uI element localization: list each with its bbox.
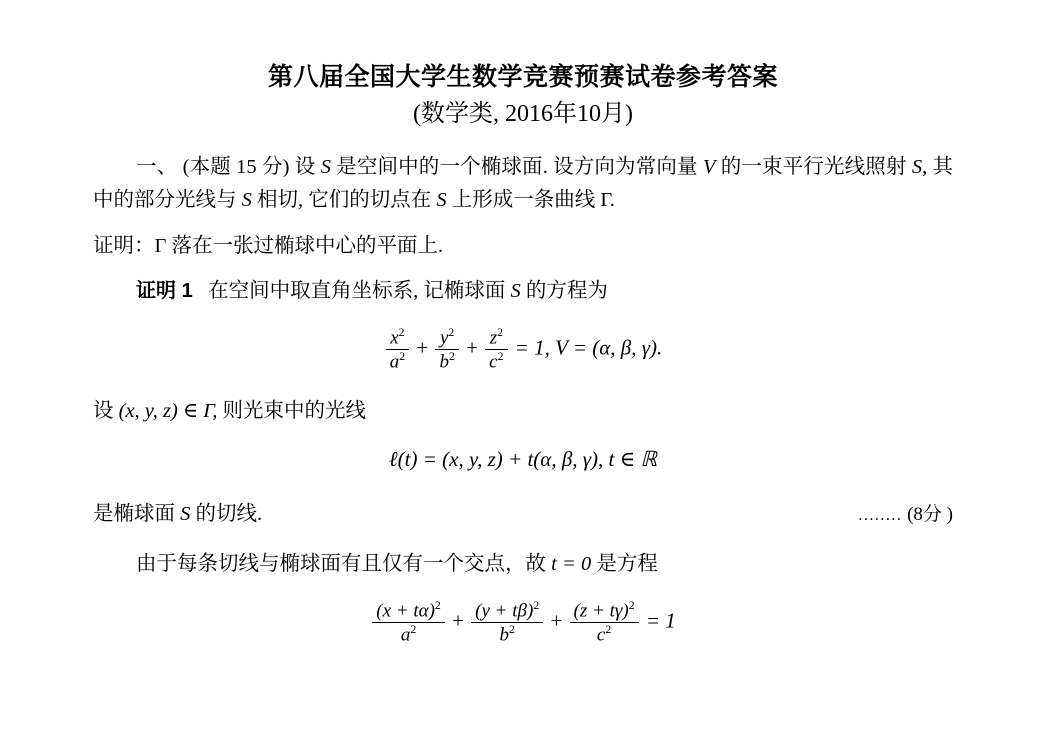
subtitle-comma: , <box>493 101 505 128</box>
document-subtitle <box>93 99 953 129</box>
symbol-gamma-1: Γ <box>600 189 610 212</box>
eq3-num-1: (x + tα) <box>376 600 435 622</box>
score-annotation <box>858 499 953 526</box>
symbol-S-6: S <box>180 502 191 525</box>
set-text-1: 设 <box>93 400 114 423</box>
fraction-y2-b2 <box>435 326 458 373</box>
prove-text: 落在一张过椭球中心的平面上. <box>171 234 444 257</box>
eq3-den-3-exp: 2 <box>605 622 612 636</box>
t-equals-zero: t = 0 <box>551 552 592 575</box>
set-tuple: (x, y, z) ∈ Γ, <box>118 400 218 423</box>
tangent-line-row <box>93 496 953 526</box>
symbol-S-4: S <box>436 189 447 212</box>
problem-1-text-2: 的一束平行光线照射 <box>720 156 907 179</box>
eq3-num-3: (z + tγ) <box>573 600 629 622</box>
document-content <box>93 0 953 646</box>
proof-1-text-2: 的方程为 <box>525 279 608 302</box>
fraction-xta2-a2 <box>372 599 445 646</box>
prove-label: 证明： <box>93 234 155 257</box>
eq3-den-3: c <box>596 624 606 646</box>
eq1-num-y: y <box>439 327 449 349</box>
fraction-ztc2-c2 <box>570 599 639 646</box>
eq3-den-2-exp: 2 <box>508 622 515 636</box>
score-value: (8分 ) <box>907 503 953 525</box>
problem-1-text-1: 是空间中的一个椭球面. 设方向为常向量 <box>336 156 698 179</box>
eq3-den-1: a <box>400 624 411 646</box>
score-dots: ........ <box>858 506 903 524</box>
equation-ray <box>93 447 953 472</box>
symbol-S-5: S <box>510 279 521 302</box>
proof-1-line <box>93 275 953 308</box>
eq1-num-z-exp: 2 <box>497 326 503 340</box>
fraction-x2-a2 <box>386 326 409 373</box>
equation-substituted <box>93 599 953 646</box>
tangent-line-text <box>93 496 262 526</box>
eq3-plus-1: + <box>452 608 464 633</box>
eq1-rhs: = 1, V = (α, β, γ). <box>514 335 663 360</box>
eq1-num-z: z <box>489 327 498 349</box>
prove-statement-line <box>93 230 953 263</box>
because-text-1: 由于每条切线与椭球面有且仅有一个交点，故 <box>136 552 547 575</box>
eq3-num-1-exp: 2 <box>434 598 441 612</box>
problem-1-text-4: 相切, 它们的切点在 <box>257 189 432 212</box>
subtitle-prefix: (数学类 <box>413 101 493 128</box>
eq3-den-2: b <box>499 624 509 646</box>
eq3-num-3-exp: 2 <box>628 598 635 612</box>
eq1-den-a: a <box>389 351 400 373</box>
because-line <box>93 548 953 581</box>
page-title: 第八届全国大学生数学竞赛预赛试卷参考答案 <box>267 63 778 91</box>
proof-1-label: 证明 1 <box>136 279 193 302</box>
eq1-num-x: x <box>390 327 399 349</box>
fraction-ytb2-b2 <box>471 599 543 646</box>
eq3-plus-2: + <box>550 608 563 633</box>
eq3-num-2-exp: 2 <box>533 598 540 612</box>
tangent-text-1: 是椭球面 <box>93 502 175 525</box>
equation-ray-text: ℓ(t) = (x, y, z) + t(α, β, γ), t ∈ ℝ <box>388 446 658 471</box>
equation-ellipsoid <box>93 326 953 373</box>
eq3-num-2: (y + tβ) <box>475 600 534 622</box>
set-gamma-line <box>93 395 953 428</box>
symbol-S-1: S <box>320 156 331 179</box>
symbol-gamma-2: Γ <box>154 234 167 257</box>
eq1-den-b-exp: 2 <box>448 350 455 364</box>
symbol-V: V <box>702 156 716 179</box>
eq1-den-b: b <box>439 351 449 373</box>
problem-1-text-3: , 其中的部分光线与 <box>93 156 954 212</box>
eq1-num-y-exp: 2 <box>448 326 455 340</box>
symbol-S-2: S <box>911 156 923 179</box>
eq1-den-a-exp: 2 <box>399 350 406 364</box>
eq3-den-1-exp: 2 <box>410 622 417 636</box>
eq1-den-c: c <box>489 351 498 373</box>
problem-1-text-6: . <box>609 189 615 212</box>
subtitle-suffix: 2016年10月) <box>505 101 633 128</box>
eq1-num-x-exp: 2 <box>398 326 405 340</box>
problem-1-statement <box>93 151 953 217</box>
because-text-2: 是方程 <box>596 552 658 575</box>
proof-1-text-1: 在空间中取直角坐标系, 记椭球面 <box>208 279 506 302</box>
tangent-text-2: 的切线. <box>195 502 263 525</box>
eq3-rhs: = 1 <box>645 608 676 633</box>
eq1-plus-1: + <box>416 335 429 360</box>
eq1-den-c-exp: 2 <box>497 350 504 364</box>
problem-1-lead: 一、 (本题 15 分) 设 <box>136 156 316 179</box>
set-text-2: 则光束中的光线 <box>222 400 367 423</box>
symbol-S-3: S <box>241 189 252 212</box>
fraction-z2-c2 <box>485 326 507 373</box>
problem-1-text-5: 上形成一条曲线 <box>451 189 596 212</box>
eq1-plus-2: + <box>466 335 478 360</box>
